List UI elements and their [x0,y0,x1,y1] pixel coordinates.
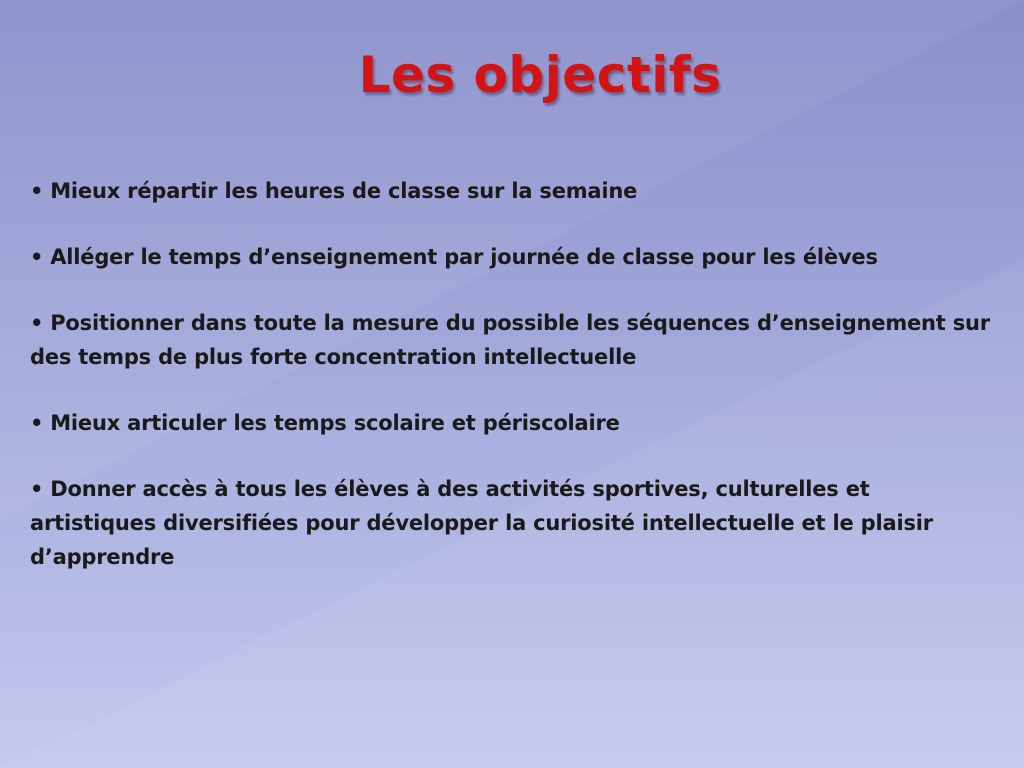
list-item-text: Mieux articuler les temps scolaire et périscolaire [50,411,620,435]
list-item [30,472,990,574]
bullet-marker: • [30,477,44,501]
list-item-text: Donner accès à tous les élèves à des activités sportives, culturelles et artistiques diversifiées pour développer la curiosité intellectuelle et le plaisir d’apprendre [30,477,933,569]
bullet-marker: • [30,179,44,203]
list-item [30,406,990,440]
list-item [30,240,990,274]
list-item-text: Positionner dans toute la mesure du possible les séquences d’enseignement sur des temps de plus forte concentration intellectuelle [30,311,990,369]
bullet-marker: • [30,311,44,335]
bullet-marker: • [30,245,44,269]
bullet-marker: • [30,411,44,435]
slide-title: Les objectifs [358,46,722,104]
list-item [30,174,990,208]
list-item-text: Alléger le temps d’enseignement par journée de classe pour les élèves [50,245,878,269]
list-item-text: Mieux répartir les heures de classe sur la semaine [50,179,638,203]
objectives-list [30,174,990,606]
list-item [30,306,990,374]
